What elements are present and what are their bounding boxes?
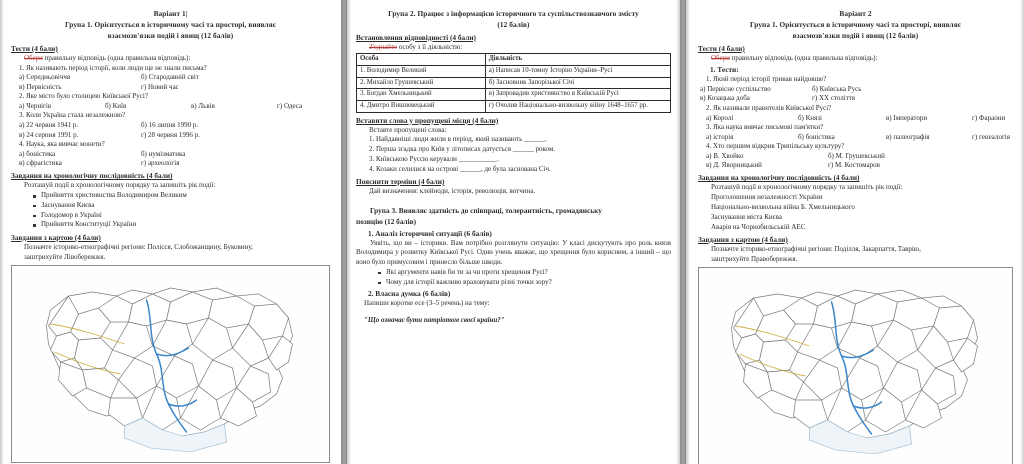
answer-option: в) Імператори [886,113,928,122]
column-header-person: Особа [357,53,486,65]
document-page-2 [347,0,680,464]
map-task-instruction-line-1: Позначте історико-етнографічні регіони: Поділля, Закарпаття, Таврію, [711,244,921,253]
matching-instruction-rest: особу з її діяльністю: [397,42,463,51]
task-2-heading: 2. Власна думка (6 балів) [368,289,451,299]
fill-blank-item: 2. Перша згадка про Київ у літописах датується ______ роком. [369,145,556,154]
task-1-bullets [356,268,671,288]
answer-option: в) Козацька доба [700,94,750,103]
cell-person: 2. Михайло Грушевський [357,77,486,89]
map-task-heading: Завдання з картою (4 бали) [11,232,101,242]
group2-title-line-2: (12 балів) [497,20,530,30]
question-1-text: 1. Який період історії тривав найдовше? [706,75,827,84]
answer-option: г) XX століття [812,94,855,103]
answer-option: б) Князі [798,113,822,122]
chronology-item: Заснування міста Києва [711,212,782,221]
group3-title-line-1: Група 3. Виявляє здатність до співпраці, толерантність, громадянську [370,205,602,215]
list-item: Які аргументи навів би ти за чи проти хрещення Русі? [378,268,671,278]
document-page-3 [686,0,1024,464]
chronology-heading: Завдання на хронологічну послідовність (4 бали) [11,171,173,181]
matching-instruction [356,43,671,52]
column-header-activity: Діяльність [485,53,670,65]
question-2-text: 2. Яке місто було столицею Київської Русі? [19,92,148,101]
answer-option: а) Середньовіччя [19,73,71,82]
page-title-variant: Варіант 2 [839,9,872,18]
group2-title-line-1: Група 2. Працює з інформацією історичного та суспільствознавчого змісту [388,9,639,18]
answer-option: в) Первісність [19,82,62,91]
tests-instruction [11,54,330,63]
ukraine-map-svg [12,266,329,462]
task-1-body: Уявіть, що ви – історики. Вам потрібно розглянути ситуацію: У класі дискутують про роль князя Володимира у розвитку Київської Русі. Один учень вважає, що хрещення було корисним, а інший – що воно було примусовим і принесло більше шкоди. [356,238,671,266]
answer-option: в) 24 серпня 1991 р. [19,130,79,139]
list-item: Заснування Києва [33,201,330,211]
matching-table [356,53,671,113]
answer-option: в) Львів [191,102,215,111]
table-row [357,89,671,101]
answer-option: а) боністика [19,149,56,158]
task-2-instruction: Напиши коротке есе (3–5 речень) на тему: [364,299,490,308]
answer-option: б) Київська Русь [812,84,862,93]
question-3-text: 3. Коли Україна стала незалежною? [19,111,126,120]
tests-heading: Тести (4 бали) [698,43,745,53]
page-title-variant: Варіант 1| [153,9,188,18]
matching-heading: Встановлення відповідності (4 бали) [356,32,476,42]
tests-sub-heading: 1. Тести: [710,65,739,75]
answer-option: г) археологія [141,159,180,168]
instruction-rest: правильну відповідь (одна правильна відповідь): [729,53,878,62]
map-task-instruction-line-2: заштрихуйте Правобережжя. [711,254,798,263]
instruction-struck-word: Обери [711,53,730,62]
map-task-instruction-line-1: Позначте історико-етнографічні регіони: Полісся, Слобожанщину, Буковину, [24,242,253,251]
list-item: Голодомор в Україні [33,211,330,221]
chronology-item: Аварія на Чорнобильській АЕС [711,222,806,231]
fill-blank-item: 4. Козаки селилися на острові ______, де була заснована Січ. [369,165,551,174]
question-3-answers-row-1 [698,133,1013,142]
list-item: Чому для історії важливо враховувати різні точки зору? [378,278,671,288]
group-title-line-2: взаємозв'язки подій і явищ (12 балів) [792,31,919,41]
question-1-answers-row-1 [698,85,1013,94]
answer-option: в) палеографія [886,132,930,141]
cell-person: 1. Володимир Великий [357,65,486,77]
fill-blanks-instruction: Вставте пропущені слова: [369,125,447,134]
answer-option: а) Первісне суспільство [700,84,771,93]
page-edge-left [347,0,351,464]
table-row [357,65,671,77]
cell-activity: в) Запровадив християнство в Київській Русі [485,89,670,101]
terms-heading: Пояснити терміни (4 бали) [356,176,445,186]
question-4-answers-row-1 [11,150,330,159]
page-edge-left [686,0,690,464]
map-region-outlines [732,290,978,438]
instruction-rest: правильну відповідь (одна правильна відповідь): [42,53,191,62]
question-2-answers-row-1 [11,102,330,111]
question-2-text: 2. Як називали правителів Київської Русі? [706,103,832,112]
spacer [356,197,671,204]
answer-option: б) М. Грушевський [828,152,885,161]
answer-option: б) Стародавній світ [141,73,199,82]
question-1-answers-row-2 [698,94,1013,103]
question-4-text: 4. Наука, яка вивчає монети? [19,140,105,149]
answer-option: а) історія [706,132,734,141]
page-edge-right [676,0,680,464]
table-row [357,77,671,89]
cell-activity: б) Засновник Запорізької Січі [485,77,670,89]
question-4-answers-row-1 [698,152,1013,161]
fill-blanks-heading: Вставити слова у пропущені місця (4 бали) [356,115,499,125]
question-4-answers-row-2 [698,161,1013,170]
chronology-item: Національно-визвольна війна Б. Хмельницького [711,203,855,212]
page-edge-left [0,0,4,464]
answer-option: а) Королі [706,113,734,122]
cell-person: 4. Дмитро Вишневецький [357,101,486,113]
chronology-item: Проголошення незалежності України [711,193,823,202]
group-title-line-1: Група 1. Орієнтується в історичному часі та просторі, виявляє [750,20,961,30]
answer-option: а) 22 червня 1941 р. [19,121,79,130]
question-2-answers-row-1 [698,114,1013,123]
question-1-text: 1. Як називають період історії, коли люди ще не знали письма? [19,63,207,72]
document-page-1 [0,0,341,464]
question-3-answers-row-2 [11,131,330,140]
answer-option: б) 16 липня 1990 р. [141,121,199,130]
ukraine-map-svg [699,268,1012,464]
fill-blank-item: 3. Київською Руссю керували ___________. [369,155,499,164]
answer-option: а) В. Хвойко [706,152,744,161]
question-1-answers-row-2 [11,83,330,92]
matching-instruction-struck: З'єднайте [369,42,398,51]
cell-person: 3. Богдан Хмельницький [357,89,486,101]
list-item: Прийняття Конституції України [33,220,330,230]
question-4-text: 4. Хто першим відкрив Трипільську культуру? [706,142,845,151]
tests-heading: Тести (4 бали) [11,43,58,53]
task-2-quote: "Що означає бути патріотом своєї країни?" [364,315,505,324]
answer-option: г) М. Костомаров [828,161,880,170]
tests-instruction [698,54,1013,63]
answer-option: б) боністика [798,132,835,141]
question-3-answers-row-1 [11,121,330,130]
map-region-outlines [47,288,293,436]
terms-instruction: Дай визначення: клейноди, історія, революція, вотчина. [369,186,536,195]
ukraine-map-figure [698,267,1013,464]
answer-option: г) Фараони [972,113,1006,122]
map-task-heading: Завдання з картою (4 бали) [698,234,788,244]
answer-option: г) 28 червня 1996 р. [141,130,200,139]
table-row [357,101,671,113]
answer-option: б) нумізматика [141,149,186,158]
group-title-line-2: взаємозв'язки подій і явищ (12 балів) [107,31,234,41]
answer-option: в) Д. Яворницький [706,161,762,170]
answer-option: б) Київ [105,102,127,111]
cell-activity: г) Очолив Національно-визвольну війну 1648–1657 рр. [485,101,670,113]
answer-option: в) сфрагістика [19,159,62,168]
cell-activity: а) Написав 10-томну Історію України–Русі [485,65,670,77]
page-edge-right [1020,0,1024,464]
answer-option: г) Одеса [277,102,303,111]
chronology-heading: Завдання на хронологічну послідовність (4 бали) [698,173,860,183]
answer-option: а) Чернігів [19,102,52,111]
table-header-row [357,53,671,65]
group-title-line-1: Група 1. Орієнтується в історичному часі та просторі, виявляє [65,20,276,30]
chronology-instruction: Розташуй події в хронологічному порядку та запишіть рік події: [24,181,216,190]
fill-blank-item: 1. Найдавніші люди жили в період, який називають ______. [369,135,547,144]
answer-option: г) Новий час [141,82,179,91]
question-3-text: 3. Яка наука вивчає письмові пам'ятки? [706,122,824,131]
answer-option: г) генеалогія [972,132,1010,141]
map-task-instruction-line-2: заштрихуйте Лівобережжя. [24,252,106,261]
group3-title-line-2: позицію (12 балів) [356,217,417,227]
chronology-list [11,191,330,230]
question-1-answers-row-1 [11,73,330,82]
ukraine-map-figure [11,265,330,463]
task-1-heading: 1. Аналіз історичної ситуації (6 балів) [368,228,492,238]
question-4-answers-row-2 [11,159,330,168]
chronology-instruction: Розташуй події в хронологічному порядку та запишіть рік події: [711,183,903,192]
list-item: Прийняття християнства Володимиром Великим [33,191,330,201]
instruction-struck-word: Обери [24,53,43,62]
